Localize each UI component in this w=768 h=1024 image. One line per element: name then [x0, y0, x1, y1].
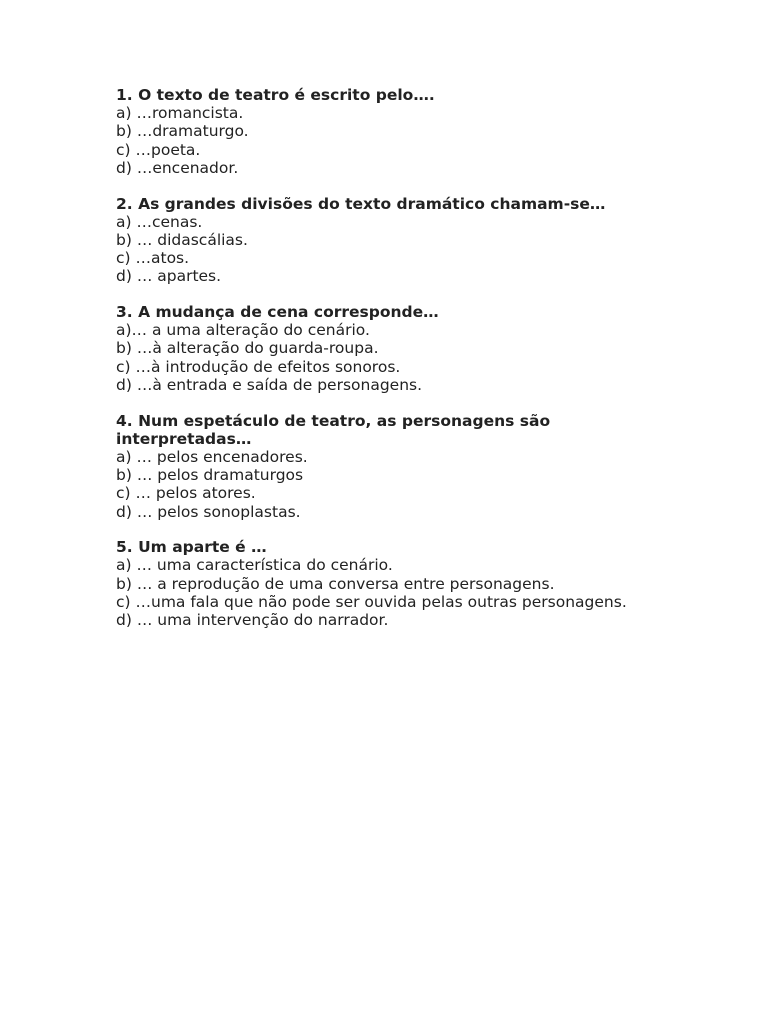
option-c: c) … pelos atores.: [116, 484, 256, 503]
question-3: [116, 303, 676, 394]
question-title: 1. O texto de teatro é escrito pelo….: [116, 86, 435, 104]
option-d: d) … pelos sonoplastas.: [116, 502, 301, 521]
question-2: [116, 195, 676, 286]
question-4: [116, 412, 676, 521]
option-d: d) … apartes.: [116, 267, 222, 286]
option-d: d) … uma intervenção do narrador.: [116, 611, 389, 630]
option-b: b) … pelos dramaturgos: [116, 466, 304, 485]
option-a: a) …romancista.: [116, 104, 244, 123]
option-c: c) …atos.: [116, 249, 190, 268]
option-b: b) …dramaturgo.: [116, 122, 249, 141]
option-c: c) …à introdução de efeitos sonoros.: [116, 357, 401, 376]
option-c: c) …poeta.: [116, 140, 201, 159]
question-5: [116, 538, 676, 629]
option-a: a) … pelos encenadores.: [116, 447, 308, 466]
option-c: c) …uma fala que não pode ser ouvida pelas outras personagens.: [116, 592, 627, 611]
question-title: 3. A mudança de cena corresponde…: [116, 303, 439, 322]
question-1: [116, 86, 676, 177]
option-d: d) …à entrada e saída de personagens.: [116, 375, 423, 394]
option-list: [116, 556, 676, 629]
option-b: b) … didascálias.: [116, 230, 248, 249]
option-list: [116, 448, 676, 521]
option-d: d) …encenador.: [116, 158, 239, 177]
option-a: a)… a uma alteração do cenário.: [116, 321, 370, 340]
option-a: a) …cenas.: [116, 212, 203, 231]
quiz-document: [116, 86, 676, 647]
question-title: 5. Um aparte é …: [116, 538, 267, 557]
option-b: b) … a reprodução de uma conversa entre personagens.: [116, 574, 555, 593]
option-list: [116, 213, 676, 286]
option-a: a) … uma característica do cenário.: [116, 556, 393, 575]
question-title: 2. As grandes divisões do texto dramático chamam-se…: [116, 194, 606, 213]
option-list: [116, 104, 676, 177]
question-title: 4. Num espetáculo de teatro, as personagens são interpretadas…: [116, 411, 551, 448]
option-list: [116, 321, 676, 394]
option-b: b) …à alteração do guarda-roupa.: [116, 339, 379, 358]
